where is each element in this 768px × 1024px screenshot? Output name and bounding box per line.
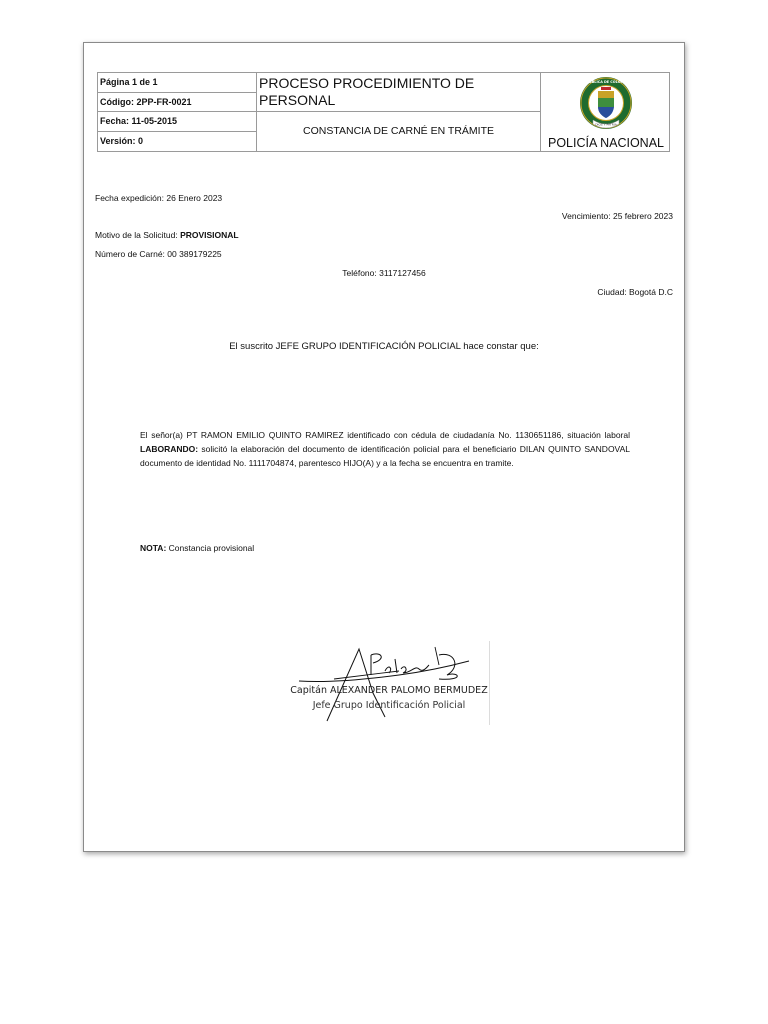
institution-logo <box>540 73 671 151</box>
expiry-line <box>562 211 673 221</box>
reason-value: PROVISIONAL <box>180 230 239 240</box>
signatory-name: Capitán ALEXANDER PALOMO BERMUDEZ <box>290 685 488 696</box>
certification-paragraph <box>140 428 630 470</box>
document-date: Fecha: 11-05-2015 <box>98 112 256 132</box>
issue-date-value: 26 Enero 2023 <box>166 193 223 203</box>
city-value: Bogotá D.C <box>629 287 673 297</box>
intro-statement: El suscrito JEFE GRUPO IDENTIFICACIÓN POLICIAL hace constar que: <box>229 341 539 352</box>
document-version: Versión: 0 <box>100 135 144 146</box>
institution-name: POLICÍA NACIONAL <box>547 136 664 150</box>
policia-nacional-emblem-icon <box>575 75 637 137</box>
expiry-value: 25 febrero 2023 <box>612 211 673 221</box>
note-line <box>140 543 254 553</box>
phone-line <box>84 268 684 278</box>
issue-date-label: Fecha expedición: <box>95 193 164 203</box>
signatory-role: Jefe Grupo Identificación Policial <box>312 700 466 711</box>
reason-label: Motivo de la Solicitud: <box>95 230 178 240</box>
city-label: Ciudad: <box>597 287 627 297</box>
page-number: Página 1 de 1 <box>98 73 256 93</box>
note-text: Constancia provisional <box>168 543 255 553</box>
process-title: PROCESO PROCEDIMIENTO DE PERSONAL <box>257 73 540 112</box>
city-line <box>597 287 673 297</box>
svg-text:DIOS Y PATRIA: DIOS Y PATRIA <box>595 122 617 127</box>
expiry-label: Vencimiento: <box>561 211 611 221</box>
card-number-line <box>95 249 222 259</box>
document-subtitle: CONSTANCIA DE CARNÉ EN TRÁMITE <box>303 125 494 137</box>
card-number-value: 00 389179225 <box>167 249 222 259</box>
handwritten-signature <box>289 641 489 725</box>
document-code: Código: 2PP-FR-0021 <box>98 93 256 113</box>
body-part-1: El señor(a) PT RAMON EMILIO QUINTO RAMIREZ identificado con cédula de ciudadanía No. 1130651186, situación laboral <box>140 430 630 440</box>
card-number-label: Número de Carné: <box>95 249 165 259</box>
phone-label: Teléfono: <box>342 268 377 278</box>
svg-text:REPÚBLICA DE COLOMBIA: REPÚBLICA DE COLOMBIA <box>581 80 631 84</box>
body-part-2: solicitó la elaboración del documento de identificación policial para el beneficiario DILAN QUINTO SANDOVAL documento de identidad No. 1111704874, parentesco HIJO(A) y a la fecha se encuentra en tramite. <box>140 444 630 468</box>
signature-block <box>289 641 490 725</box>
document-header <box>97 72 670 152</box>
reason-line <box>95 230 239 240</box>
document-page <box>83 42 685 852</box>
note-label: NOTA: <box>140 543 167 553</box>
employment-status: LABORANDO: <box>140 444 199 454</box>
phone-value: 3117127456 <box>379 268 426 278</box>
header-meta <box>98 73 257 151</box>
issue-date-line <box>95 193 222 203</box>
